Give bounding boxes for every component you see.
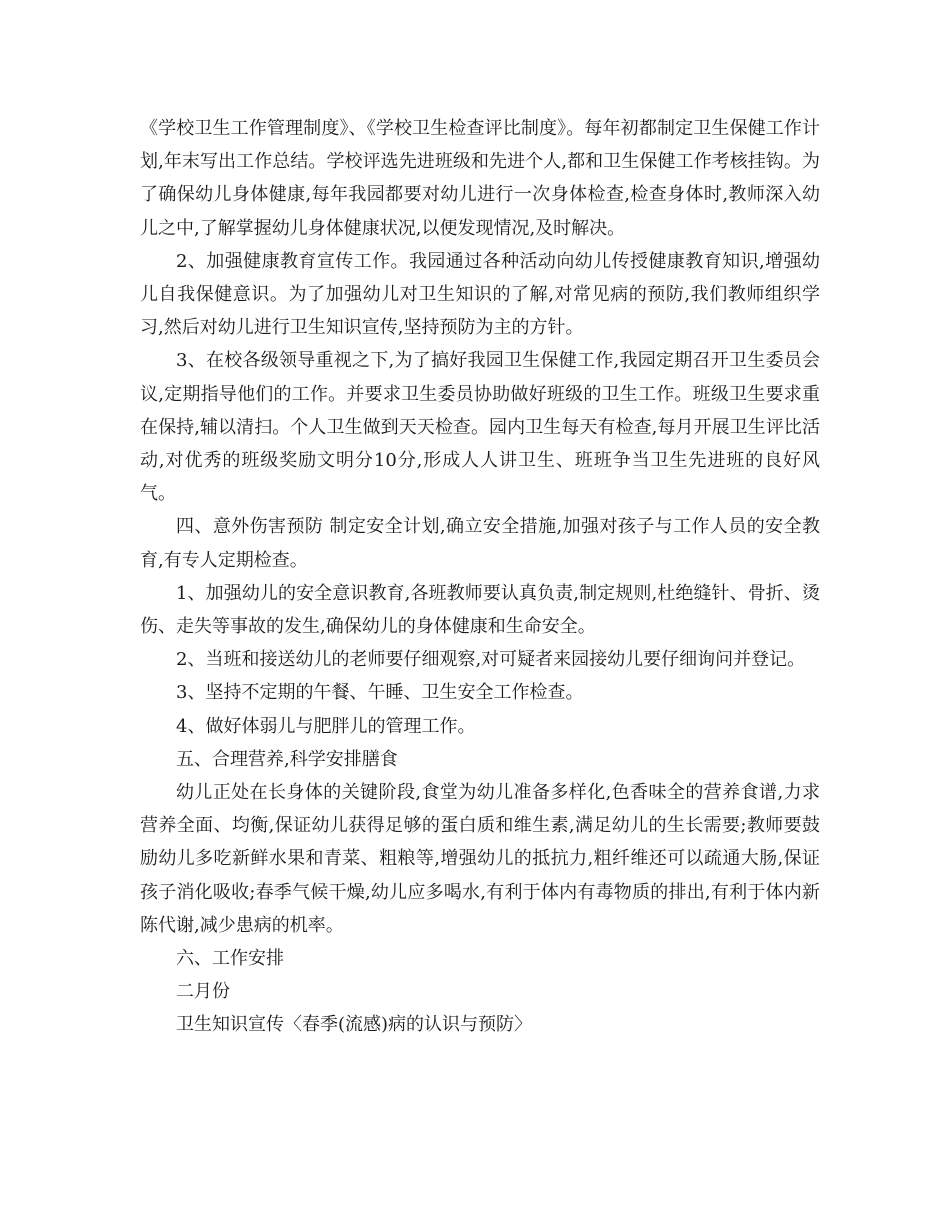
document-body <box>140 112 820 1042</box>
paragraph-8: 4、做好体弱儿与肥胖儿的管理工作。 <box>176 715 476 737</box>
paragraph-10: 幼儿正处在长身体的关键阶段,食堂为幼儿准备多样化,色香味全的营养食谱,力求营养全面、均衡,保证幼儿获得足够的蛋白质和维生素,满足幼儿的生长需要;教师要鼓励幼儿多吃新鲜水果和青菜、粗粮等,增强幼儿的抵抗力,粗纤维还可以疏通大肠,保证孩子消化吸收;春季气候干燥,幼儿应多喝水,有利于体内有毒物质的排出,有利于体内新陈代谢,减少患病的机率。 <box>140 782 820 936</box>
paragraph-9: 五、合理营养,科学安排膳食 <box>176 748 398 770</box>
paragraph-2: 2、加强健康教育宣传工作。我园通过各种活动向幼儿传授健康教育知识,增强幼儿自我保健意识。为了加强幼儿对卫生知识的了解,对常见病的预防,我们教师组织学习,然后对幼儿进行卫生知识宣传,坚持预防为主的方针。 <box>140 250 820 339</box>
paragraph-6: 2、当班和接送幼儿的老师要仔细观察,对可疑者来园接幼儿要仔细询问并登记。 <box>176 649 806 671</box>
paragraph-5: 1、加强幼儿的安全意识教育,各班教师要认真负责,制定规则,杜绝缝针、骨折、烫伤、走失等事故的发生,确保幼儿的身体健康和生命安全。 <box>140 582 820 638</box>
paragraph-12: 二月份 <box>176 981 230 1003</box>
paragraph-7: 3、坚持不定期的午餐、午睡、卫生安全工作检查。 <box>176 682 584 704</box>
paragraph-11: 六、工作安排 <box>176 948 284 970</box>
paragraph-4: 四、意外伤害预防 制定安全计划,确立安全措施,加强对孩子与工作人员的安全教育,有专人定期检查。 <box>140 516 820 571</box>
paragraph-3: 3、在校各级领导重视之下,为了搞好我园卫生保健工作,我园定期召开卫生委员会议,定期指导他们的工作。并要求卫生委员协助做好班级的卫生工作。班级卫生要求重在保持,辅以清扫。个人卫生做到天天检查。园内卫生每天有检查,每月开展卫生评比活动,对优秀的班级奖励文明分10分,形成人人讲卫生、班班争当卫生先进班的良好风气。 <box>140 350 820 505</box>
paragraph-13: 卫生知识宣传〈春季(流感)病的认识与预防〉 <box>176 1014 533 1036</box>
paragraph-1: 《学校卫生工作管理制度》、《学校卫生检查评比制度》。每年初都制定卫生保健工作计划,年末写出工作总结。学校评选先进班级和先进个人,都和卫生保健工作考核挂钩。为了确保幼儿身体健康,每年我园都要对幼儿进行一次身体检查,检查身体时,教师深入幼儿之中,了解掌握幼儿身体健康状况,以便发现情况,及时解决。 <box>140 118 820 239</box>
